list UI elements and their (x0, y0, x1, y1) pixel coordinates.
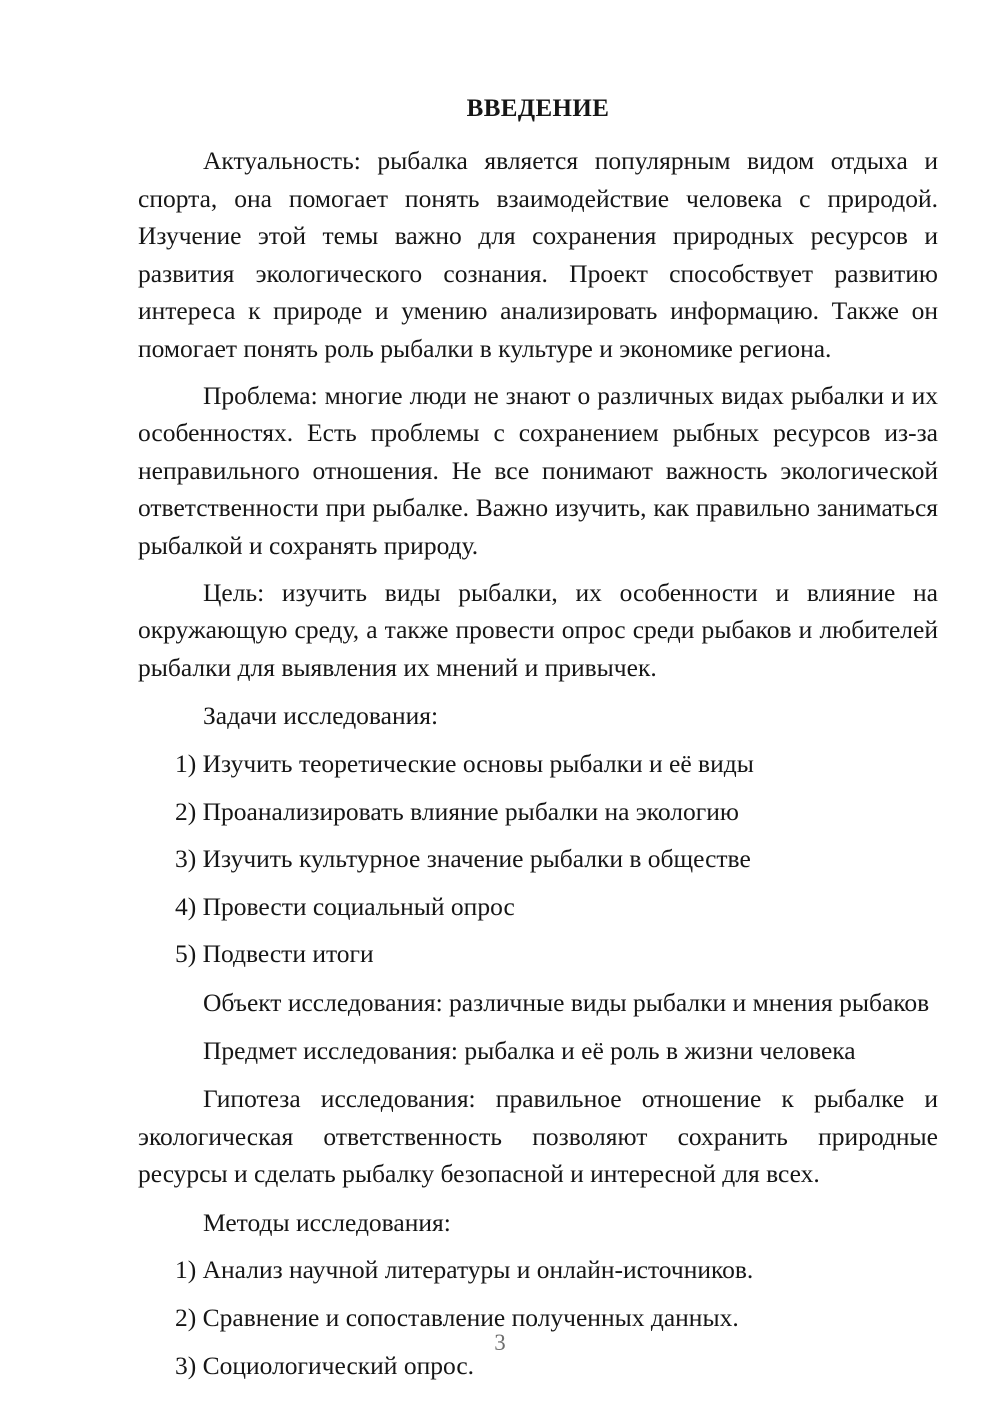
paragraph-relevance: Актуальность: рыбалка является популярным видом отдыха и спорта, она помогает понять взаимодействие человека с природой. Изучение этой темы важно для сохранения природных ресурсов и развития экологического сознания. Проект способствует развитию интереса к природе и умению анализировать информацию. Также он помогает понять роль рыбалки в культуре и экономике региона. (138, 146, 938, 363)
tasks-list (138, 745, 938, 973)
list-item: 2) Проанализировать влияние рыбалки на экологию (175, 796, 739, 826)
heading-tasks: Задачи исследования: (203, 701, 439, 731)
list-item: 4) Провести социальный опрос (175, 891, 515, 921)
paragraph-goal: Цель: изучить виды рыбалки, их особенности и влияние на окружающую среду, а также провести опрос среди рыбаков и любителей рыбалки для выявления их мнений и привычек. (138, 577, 938, 682)
page-content (138, 0, 938, 1384)
line-object-of-research: Объект исследования: различные виды рыбалки и мнения рыбаков (203, 987, 930, 1017)
page-title: ВВЕДЕНИЕ (466, 95, 610, 122)
list-item: 2) Сравнение и сопоставление полученных данных. (175, 1303, 739, 1333)
page-number: 3 (494, 1330, 506, 1355)
heading-methods: Методы исследования: (203, 1207, 451, 1237)
list-item: 1) Изучить теоретические основы рыбалки и её виды (175, 748, 754, 778)
list-item: 3) Социологический опрос. (175, 1350, 475, 1380)
list-item: 3) Изучить культурное значение рыбалки в обществе (175, 844, 751, 874)
list-item: 5) Подвести итоги (175, 939, 374, 969)
methods-list (138, 1251, 938, 1384)
list-item: 1) Анализ научной литературы и онлайн-источников. (175, 1255, 754, 1285)
line-subject-of-research: Предмет исследования: рыбалка и её роль в жизни человека (203, 1036, 856, 1066)
paragraph-problem: Проблема: многие люди не знают о различных видах рыбалки и их особенностях. Есть проблемы с сохранением рыбных ресурсов из-за неправильного отношения. Не все понимают важность экологической ответственности при рыбалке. Важно изучить, как правильно заниматься рыбалкой и сохранять природу. (138, 380, 938, 560)
paragraph-hypothesis: Гипотеза исследования: правильное отношение к рыбалке и экологическая ответственность позволяют сохранить природные ресурсы и сделать рыбалку безопасной и интересной для всех. (138, 1084, 938, 1189)
